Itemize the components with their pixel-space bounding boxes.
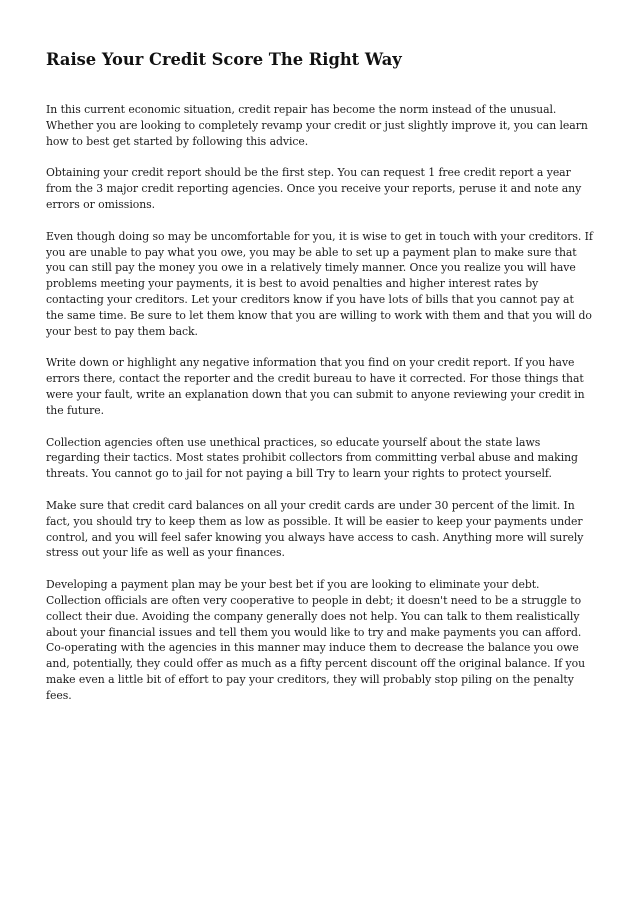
paragraph-intro: In this current economic situation, credit repair has become the norm instead of the unusual. Whether you are looking to completely revamp your credit or just slightly improve it, you can learn how to best get started by following this advice. bbox=[46, 103, 588, 148]
paragraph-card-balances: Make sure that credit card balances on all your credit cards are under 30 percent of the limit. In fact, you should try to keep them as low as possible. It will be easier to keep your payments under control, and you will feel safer knowing you always have access to cash. Anything more will surely stress out your life as well as your finances. bbox=[46, 498, 584, 560]
paragraph-negative-information: Write down or highlight any negative information that you find on your credit report. If you have errors there, contact the reporter and the credit bureau to have it corrected. For those things that were your fault, write an explanation down that you can submit to anyone reviewing your credit in the future. bbox=[46, 356, 585, 417]
document-page bbox=[46, 48, 594, 720]
paragraph-credit-report: Obtaining your credit report should be the first step. You can request 1 free credit report a year from the 3 major credit reporting agencies. Once you receive your reports, peruse it and note any errors or omissions. bbox=[46, 166, 582, 211]
paragraph-contact-creditors: Even though doing so may be uncomfortable for you, it is wise to get in touch with your creditors. If you are unable to pay what you owe, you may be able to set up a payment plan to make sure that you can still pay the money you owe in a relatively timely manner. Once you realize you will have problems meeting your payments, it is best to avoid penalties and higher interest rates by contacting your creditors. Let your creditors know if you have lots of bills that you cannot pay at the same time. Be sure to let them know that you are willing to work with them and that you will do your best to pay them back. bbox=[46, 229, 593, 338]
paragraph-payment-plan: Developing a payment plan may be your best bet if you are looking to eliminate your debt. Collection officials are often very cooperative to people in debt; it doesn't need to be a struggle to collect their due. Avoiding the company generally does not help. You can talk to them realistically about your financial issues and tell them you would like to try and make payments you can afford. Co-operating with the agencies in this manner may induce them to decrease the balance you owe and, potentially, they could offer as much as a fifty percent discount off the original balance. If you make even a little bit of effort to pay your creditors, they will probably stop piling on the penalty fees. bbox=[46, 578, 586, 702]
paragraph-collection-agencies: Collection agencies often use unethical practices, so educate yourself about the state laws regarding their tactics. Most states prohibit collectors from committing verbal abuse and making threats. You cannot go to jail for not paying a bill Try to learn your rights to protect yourself. bbox=[46, 435, 578, 481]
document-title: Raise Your Credit Score The Right Way bbox=[46, 50, 402, 69]
